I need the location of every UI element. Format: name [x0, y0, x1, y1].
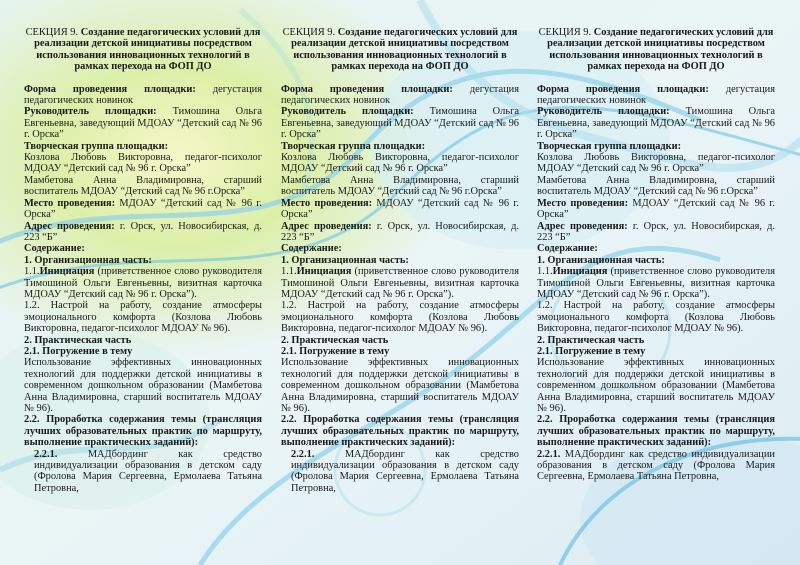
- item-1-1-num: 1.1.: [24, 266, 40, 278]
- place-value: МДОАУ “Детский сад № 96 г. Орска”: [24, 197, 262, 221]
- place-label: Место проведения:: [24, 197, 116, 209]
- place-line: [537, 198, 775, 221]
- part1-title: 1. Организационная часть:: [281, 254, 409, 266]
- team-label: Творческая группа площадки:: [281, 140, 426, 152]
- format-line: [537, 84, 775, 107]
- part2-title: 2. Практическая часть: [537, 334, 645, 346]
- section-title: Создание педагогических условий для реализации детской инициативы посредством использования инновационных технологий в рамках перехода на ФОП ДО: [547, 27, 774, 73]
- leader-line: [281, 106, 519, 140]
- content-label: Содержание:: [281, 243, 342, 255]
- section-header: [281, 27, 519, 73]
- item-2-2-1: [537, 449, 775, 483]
- format-value: дегустация педагогических новинок: [281, 83, 519, 107]
- section-title: Создание педагогических условий для реализации детской инициативы посредством использования инновационных технологий в рамках перехода на ФОП ДО: [34, 27, 261, 73]
- content-label: Содержание:: [537, 243, 598, 255]
- item-2-2-title: 2.2. Проработка содержания темы (трансляция лучших образовательных практик по маршруту, выполнение практических заданий):: [281, 414, 519, 449]
- item-2-1-text: Использование эффективных инновационных технологий для поддержки детской инициативы в современном дошкольном образовании (Мамбетова Анна Владимировна, старший воспитатель МДОАУ № 96).: [281, 357, 519, 414]
- item-2-2-1-text: МАДбординг как средство индивидуализации образования в детском саду (Фролова Мария Сергеевна, Ермолаева Татьяна Петровна,: [34, 448, 262, 494]
- leader-value: Тимошина Ольга Евгеньевна, заведующий МДОАУ “Детский сад № 96 г. Орска”: [537, 106, 775, 141]
- leader-label: Руководитель площадки:: [537, 106, 670, 118]
- part1-title: 1. Организационная часть:: [537, 254, 665, 266]
- address-line: [537, 221, 775, 244]
- column-3: [537, 27, 775, 483]
- address-value: г. Орск, ул. Новосибирская, д. 223 “Б”: [281, 220, 519, 243]
- team-label: Творческая группа площадки:: [24, 140, 169, 152]
- item-2-2-title: 2.2. Проработка содержания темы (трансляция лучших образовательных практик по маршруту, выполнение практических заданий):: [24, 414, 262, 449]
- item-2-2-1: [24, 449, 262, 495]
- place-value: МДОАУ “Детский сад № 96 г. Орска”: [537, 197, 775, 221]
- item-1-1-text: (приветственное слово руководителя Тимошиной Ольги Евгеньевны, визитная карточка МДОАУ “Детский сад № 96 г. Орска”).: [537, 266, 775, 300]
- team-member-1: Козлова Любовь Викторовна, педагог-психолог МДОАУ “Детский сад № 96 г. Орска”: [281, 152, 519, 175]
- leader-label: Руководитель площадки:: [24, 106, 157, 118]
- section-header: [24, 27, 262, 73]
- item-2-1-text: Использование эффективных инновационных технологий для поддержки детской инициативы в современном дошкольном образовании (Мамбетова Анна Владимировна, старший воспитатель МДОАУ № 96).: [24, 357, 262, 414]
- item-1-1-text: (приветственное слово руководителя Тимошиной Ольги Евгеньевны, визитная карточка МДОАУ “Детский сад № 96 г. Орска”).: [281, 266, 519, 300]
- address-line: [24, 221, 262, 244]
- item-1-2: 1.2. Настрой на работу, создание атмосферы эмоционального комфорта (Козлова Любовь Викторовна, педагог-психолог МДОАУ № 96).: [281, 300, 519, 335]
- place-line: [281, 198, 519, 221]
- item-2-1-title: 2.1. Погружение в тему: [281, 345, 390, 357]
- item-1-1-bold: Инициация: [39, 266, 95, 278]
- format-label: Форма проведения площадки:: [24, 83, 196, 95]
- item-2-2-title: 2.2. Проработка содержания темы (трансляция лучших образовательных практик по маршруту, выполнение практических заданий):: [537, 414, 775, 449]
- part2-title: 2. Практическая часть: [24, 334, 132, 346]
- address-label: Адрес проведения:: [281, 220, 372, 232]
- item-1-1: [537, 266, 775, 300]
- section-prefix: СЕКЦИЯ 9.: [538, 27, 592, 38]
- item-2-1-text: Использование эффективных инновационных технологий для поддержки детской инициативы в современном дошкольном образовании (Мамбетова Анна Владимировна, старший воспитатель МДОАУ № 96).: [537, 357, 775, 414]
- item-1-2: 1.2. Настрой на работу, создание атмосферы эмоционального комфорта (Козлова Любовь Викторовна, педагог-психолог МДОАУ № 96).: [537, 300, 775, 335]
- format-label: Форма проведения площадки:: [281, 83, 453, 95]
- column-1: [24, 27, 262, 494]
- section-header: [537, 27, 775, 73]
- item-2-2-1-text: МАДбординг как средство индивидуализации образования в детском саду (Фролова Мария Сергеевна, Ермолаева Татьяна Петровна,: [291, 448, 519, 494]
- item-1-1-num: 1.1.: [281, 266, 297, 278]
- address-label: Адрес проведения:: [24, 220, 115, 232]
- team-label: Творческая группа площадки:: [537, 140, 682, 152]
- team-member-2: Мамбетова Анна Владимировна, старший воспитатель МДОАУ “Детский сад № 96 г.Орска”: [281, 174, 519, 198]
- item-1-1-num: 1.1.: [537, 266, 553, 278]
- team-member-2: Мамбетова Анна Владимировна, старший воспитатель МДОАУ “Детский сад № 96 г.Орска”: [24, 174, 262, 198]
- place-line: [24, 198, 262, 221]
- column-2: [281, 27, 519, 494]
- item-2-1-title: 2.1. Погружение в тему: [537, 345, 646, 357]
- section-prefix: СЕКЦИЯ 9.: [282, 27, 336, 38]
- format-line: [24, 84, 262, 107]
- item-2-2-1-num: 2.2.1.: [291, 448, 315, 460]
- item-2-2-1-num: 2.2.1.: [34, 448, 58, 460]
- team-member-1: Козлова Любовь Викторовна, педагог-психолог МДОАУ “Детский сад № 96 г. Орска”: [537, 152, 775, 175]
- item-2-2-1-num: 2.2.1.: [537, 448, 561, 460]
- place-label: Место проведения:: [281, 197, 373, 209]
- item-2-1-title: 2.1. Погружение в тему: [24, 345, 133, 357]
- item-2-2-1-text: МАДбординг как средство индивидуализации образования в детском саду (Фролова Мария Сергеевна, Ермолаева Татьяна Петровна,: [537, 448, 775, 483]
- item-2-2-1: [281, 449, 519, 495]
- section-title: Создание педагогических условий для реализации детской инициативы посредством использования инновационных технологий в рамках перехода на ФОП ДО: [291, 27, 518, 73]
- item-1-1-text: (приветственное слово руководителя Тимошиной Ольги Евгеньевны, визитная карточка МДОАУ “Детский сад № 96 г. Орска”).: [24, 266, 262, 300]
- place-label: Место проведения:: [537, 197, 629, 209]
- address-line: [281, 221, 519, 244]
- item-1-1-bold: Инициация: [296, 266, 352, 278]
- part2-title: 2. Практическая часть: [281, 334, 389, 346]
- section-prefix: СЕКЦИЯ 9.: [25, 27, 79, 38]
- team-member-1: Козлова Любовь Викторовна, педагог-психолог МДОАУ “Детский сад № 96 г. Орска”: [24, 152, 262, 175]
- format-line: [281, 84, 519, 107]
- address-label: Адрес проведения:: [537, 220, 628, 232]
- leader-line: [24, 106, 262, 140]
- item-1-1-bold: Инициация: [552, 266, 608, 278]
- item-1-1: [281, 266, 519, 300]
- leader-value: Тимошина Ольга Евгеньевна, заведующий МДОАУ “Детский сад № 96 г. Орска”: [24, 106, 262, 141]
- leader-line: [537, 106, 775, 140]
- item-1-1: [24, 266, 262, 300]
- place-value: МДОАУ “Детский сад № 96 г. Орска”: [281, 197, 519, 221]
- content-label: Содержание:: [24, 243, 85, 255]
- item-1-2: 1.2. Настрой на работу, создание атмосферы эмоционального комфорта (Козлова Любовь Викторовна, педагог-психолог МДОАУ № 96).: [24, 300, 262, 335]
- format-label: Форма проведения площадки:: [537, 83, 709, 95]
- address-value: г. Орск, ул. Новосибирская, д. 223 “Б”: [537, 220, 775, 243]
- leader-value: Тимошина Ольга Евгеньевна, заведующий МДОАУ “Детский сад № 96 г. Орска”: [281, 106, 519, 141]
- team-member-2: Мамбетова Анна Владимировна, старший воспитатель МДОАУ “Детский сад № 96 г.Орска”: [537, 174, 775, 198]
- address-value: г. Орск, ул. Новосибирская, д. 223 “Б”: [24, 220, 262, 243]
- leader-label: Руководитель площадки:: [281, 106, 414, 118]
- format-value: дегустация педагогических новинок: [24, 83, 262, 107]
- format-value: дегустация педагогических новинок: [537, 83, 775, 107]
- part1-title: 1. Организационная часть:: [24, 254, 152, 266]
